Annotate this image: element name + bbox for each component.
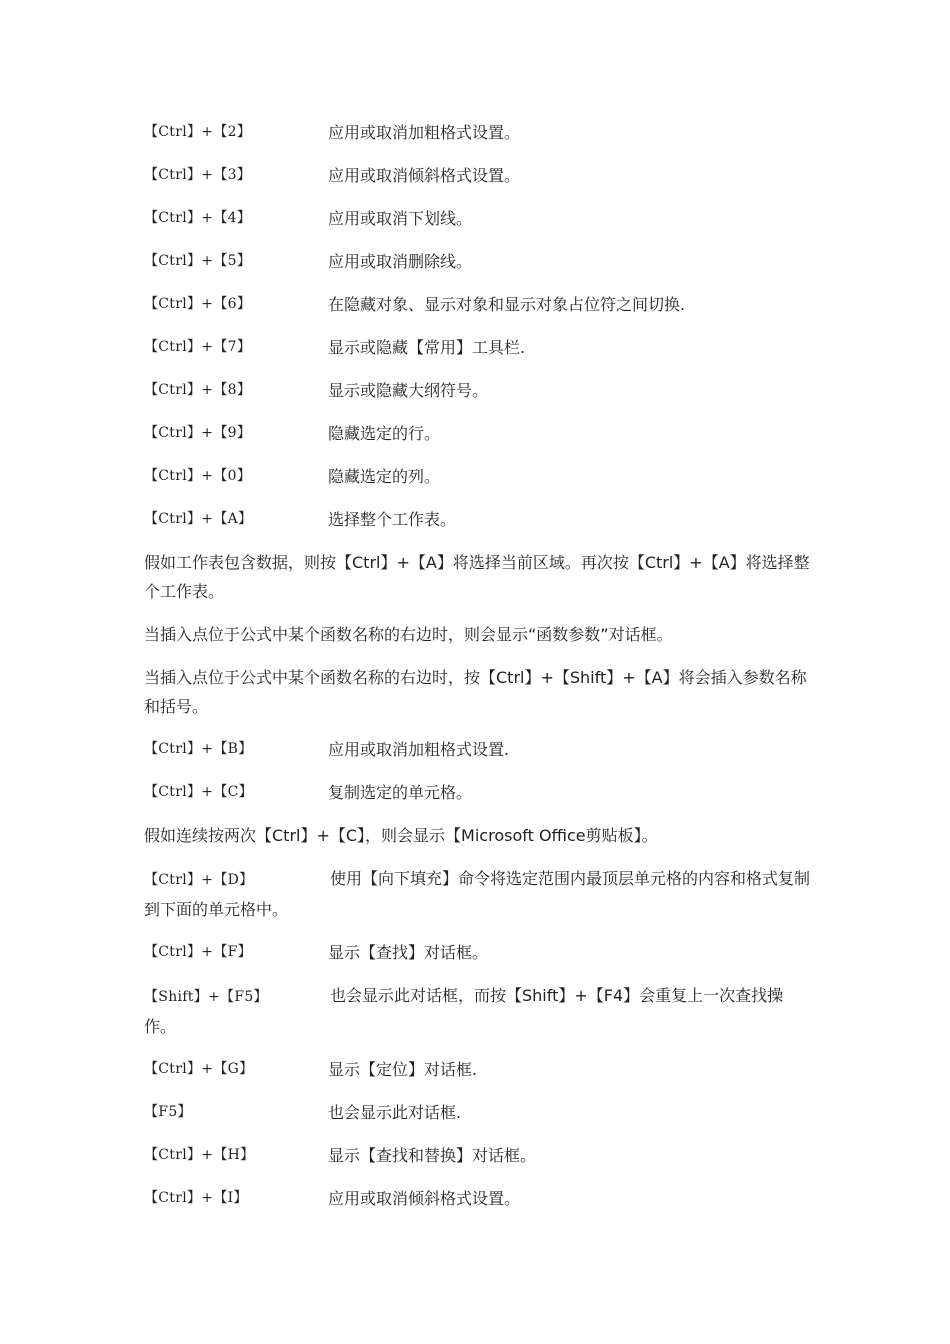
shortcut-row <box>144 1184 810 1213</box>
shortcut-row-wrapped <box>144 864 810 924</box>
shortcut-description: 应用或取消加粗格式设置。 <box>328 123 521 142</box>
shortcut-description: 应用或取消加粗格式设置. <box>328 740 510 759</box>
shortcut-key: 【Ctrl】+【C】 <box>144 784 253 800</box>
shortcut-description: 应用或取消倾斜格式设置。 <box>328 166 521 185</box>
note-paragraph: 假如工作表包含数据，则按【Ctrl】+【A】将选择当前区域。再次按【Ctrl】+【A】将选择整个工作表。 <box>144 553 810 601</box>
shortcut-row <box>144 1055 810 1084</box>
shortcut-key: 【Ctrl】+【G】 <box>144 1061 254 1077</box>
shortcut-description: 选择整个工作表。 <box>328 510 457 529</box>
shortcut-description: 也会显示此对话框，而按【Shift】+【F4】会重复上一次查找操作。 <box>144 986 784 1036</box>
shortcut-key: 【Ctrl】+【A】 <box>144 511 253 527</box>
shortcut-row <box>144 290 810 319</box>
shortcut-key: 【Ctrl】+【2】 <box>144 124 252 140</box>
shortcut-description: 显示【查找和替换】对话框。 <box>328 1146 537 1165</box>
shortcut-row <box>144 505 810 534</box>
note-paragraph: 假如连续按两次【Ctrl】+【C】，则会显示【Microsoft Office剪贴板】。 <box>144 826 658 845</box>
shortcut-key: 【Ctrl】+【I】 <box>144 1190 248 1206</box>
shortcut-description: 显示【定位】对话框. <box>328 1060 478 1079</box>
shortcut-row <box>144 161 810 190</box>
shortcut-row-wrapped <box>144 981 810 1041</box>
shortcut-key: 【Ctrl】+【6】 <box>144 296 252 312</box>
shortcut-row <box>144 735 810 764</box>
shortcut-description: 使用【向下填充】命令将选定范围内最顶层单元格的内容和格式复制到下面的单元格中。 <box>144 869 811 919</box>
shortcut-row <box>144 376 810 405</box>
shortcut-description: 隐藏选定的列。 <box>328 467 441 486</box>
shortcut-description: 也会显示此对话框. <box>328 1103 462 1122</box>
shortcut-key: 【Ctrl】+【D】 <box>144 872 254 888</box>
shortcut-row <box>144 204 810 233</box>
shortcut-key: 【F5】 <box>144 1104 192 1120</box>
shortcut-description: 显示【查找】对话框。 <box>328 943 489 962</box>
shortcut-description: 显示或隐藏【常用】工具栏. <box>328 338 526 357</box>
note-paragraph: 当插入点位于公式中某个函数名称的右边时，按【Ctrl】+【Shift】+【A】将会插入参数名称和括号。 <box>144 668 807 716</box>
shortcut-row <box>144 419 810 448</box>
shortcut-key: 【Shift】+【F5】 <box>144 989 268 1005</box>
shortcut-key: 【Ctrl】+【B】 <box>144 741 253 757</box>
shortcut-key: 【Ctrl】+【9】 <box>144 425 252 441</box>
shortcut-description: 在隐藏对象、显示对象和显示对象占位符之间切换. <box>328 295 686 314</box>
shortcut-key: 【Ctrl】+【H】 <box>144 1147 255 1163</box>
shortcut-row <box>144 1141 810 1170</box>
shortcut-key: 【Ctrl】+【F】 <box>144 944 252 960</box>
shortcut-description: 显示或隐藏大纲符号。 <box>328 381 489 400</box>
shortcut-key: 【Ctrl】+【0】 <box>144 468 252 484</box>
shortcut-key: 【Ctrl】+【5】 <box>144 253 252 269</box>
shortcut-description: 应用或取消删除线。 <box>328 252 473 271</box>
shortcut-row <box>144 462 810 491</box>
shortcut-key: 【Ctrl】+【8】 <box>144 382 252 398</box>
shortcut-description: 应用或取消倾斜格式设置。 <box>328 1189 521 1208</box>
shortcut-key: 【Ctrl】+【3】 <box>144 167 252 183</box>
shortcut-description: 隐藏选定的行。 <box>328 424 441 443</box>
shortcut-row <box>144 333 810 362</box>
shortcut-description: 应用或取消下划线。 <box>328 209 473 228</box>
shortcut-description: 复制选定的单元格。 <box>328 783 473 802</box>
shortcut-row <box>144 938 810 967</box>
shortcut-key: 【Ctrl】+【4】 <box>144 210 252 226</box>
shortcut-row <box>144 247 810 276</box>
shortcut-row <box>144 1098 810 1127</box>
document-page <box>144 118 810 1227</box>
shortcut-row <box>144 778 810 807</box>
shortcut-key: 【Ctrl】+【7】 <box>144 339 252 355</box>
note-paragraph: 当插入点位于公式中某个函数名称的右边时，则会显示“函数参数”对话框。 <box>144 625 673 644</box>
shortcut-row <box>144 118 810 147</box>
